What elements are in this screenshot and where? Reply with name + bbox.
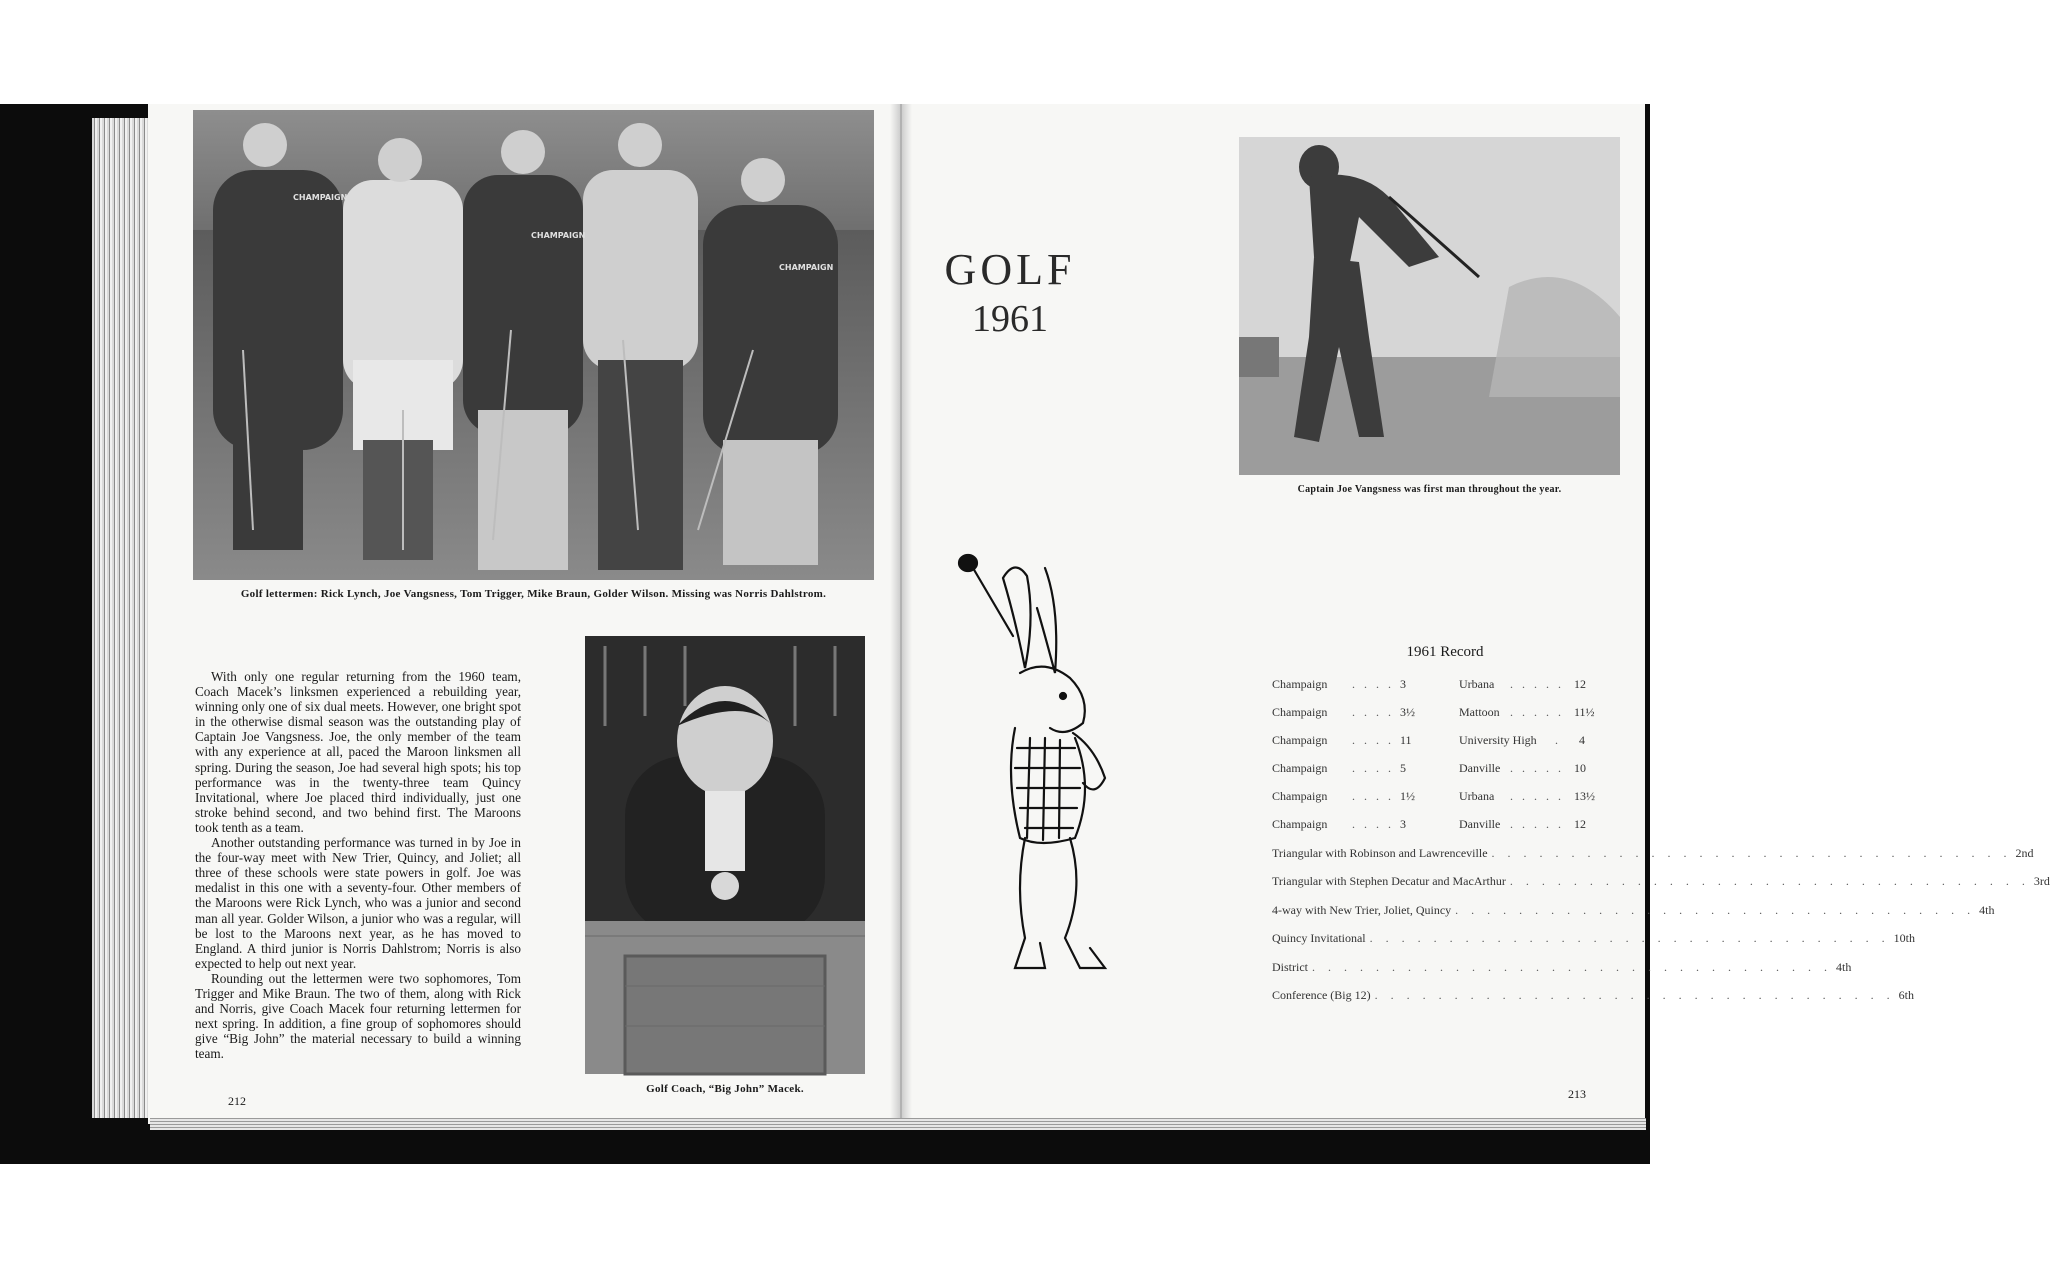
tournament-event: 4-way with New Trier, Joliet, Quincy	[1272, 903, 1452, 917]
record-score: 11	[1400, 733, 1412, 747]
right-page-number: 213	[1568, 1087, 1586, 1101]
record-opponent: Urbana	[1459, 677, 1495, 691]
tournament-event: District	[1272, 960, 1308, 974]
tournament-row: Triangular with Stephen Decatur and MacArthur . . . . . . . . . . . . . . . . . . . . . . . . . . . . . . . . . 3rd	[1272, 874, 2050, 888]
record-score: 3½	[1400, 705, 1415, 719]
article-body	[195, 669, 521, 1061]
tournament-row: Triangular with Robinson and Lawrenceville . . . . . . . . . . . . . . . . . . . . . . . . . . . . . . . . . 2nd	[1272, 846, 2034, 860]
record-team: Champaign	[1272, 705, 1328, 719]
record-team: Champaign	[1272, 733, 1328, 747]
record-score: 3	[1400, 817, 1406, 831]
record-row: Champaign . . . . 1½ Urbana . . . . . 13½	[1272, 789, 1595, 803]
record-opponent-score: 12	[1574, 817, 1586, 831]
tournament-row: 4-way with New Trier, Joliet, Quincy . . . . . . . . . . . . . . . . . . . . . . . . . . . . . . . . . 4th	[1272, 903, 1995, 917]
tournament-place: 6th	[1898, 988, 1914, 1002]
swing-photo	[1239, 137, 1620, 475]
record-opponent: Danville	[1459, 761, 1501, 775]
tournament-event: Triangular with Stephen Decatur and MacArthur	[1272, 874, 1506, 888]
tournament-place: 3rd	[2033, 874, 2050, 888]
tournament-event: Quincy Invitational	[1272, 931, 1366, 945]
title-year: 1961	[972, 298, 1048, 340]
jacket-text-2: CHAMPAIGN	[531, 231, 586, 240]
record-row: Champaign . . . . 3 Urbana . . . . . 12	[1272, 677, 1586, 691]
tournament-event: Conference (Big 12)	[1272, 988, 1371, 1002]
jacket-text-3: CHAMPAIGN	[779, 263, 834, 272]
page-bottom-edges	[150, 1118, 1646, 1130]
record-opponent: Mattoon	[1459, 705, 1500, 719]
record-opponent-score: 11½	[1574, 705, 1595, 719]
record-team: Champaign	[1272, 789, 1328, 803]
page-title	[930, 244, 1090, 342]
article-paragraph: With only one regular returning from the 1960 team, Coach Macek’s linksmen experienced a rebuilding year, winning only one of six dual meets. However, one bright spot in the otherwise dismal season was the outstanding play of Captain Joe Vangsness. Joe, the only member of the team with any experience at all, paced the Maroon linksmen all spring. During the season, Joe had several high spots; his top performance was in the twenty-three team Quincy Invitational, where Joe placed third individually, just one stroke behind second, and two behind first. The Maroons took tenth as a team.	[195, 669, 521, 835]
record-team: Champaign	[1272, 677, 1328, 691]
article-paragraph: Another outstanding performance was turned in by Joe in the four-way meet with New Trier, Quincy, and Joliet; all three of these schools were state powers in golf. Joe was medalist in this one with a seventy-four. Other members of the Maroons were Rick Lynch, who was a junior and second man all year. Golder Wilson, a junior who was a regular, will be lost to the Maroons next year, as he has moved to England. A third junior is Norris Dahlstrom; Norris is also expected to help out next year.	[195, 835, 521, 971]
tournament-place: 10th	[1893, 931, 1915, 945]
record-row: Champaign . . . . 11 University High . 4	[1272, 733, 1585, 747]
record-row: Champaign . . . . 3½ Mattoon . . . . . 11½	[1272, 705, 1595, 719]
record-row: Champaign . . . . 3 Danville . . . . . 12	[1272, 817, 1586, 831]
record-opponent-score: 13½	[1574, 789, 1595, 803]
tournament-place: 2nd	[2015, 846, 2034, 860]
record-score: 1½	[1400, 789, 1415, 803]
record-opponent: University High	[1459, 733, 1537, 747]
article-paragraph: Rounding out the lettermen were two sophomores, Tom Trigger and Mike Braun. The two of them, along with Rick and Norris, give Coach Macek four returning lettermen for next spring. In addition, a fine group of sophomores should give “Big John” the material necessary to build a winning team.	[195, 970, 521, 1062]
record-opponent-score: 4	[1579, 733, 1585, 747]
page-edges	[92, 118, 152, 1118]
left-page-number: 212	[228, 1094, 246, 1108]
record-title: 1961 Record	[1406, 644, 1484, 660]
tournament-place: 4th	[1979, 903, 1995, 917]
record-opponent-score: 12	[1574, 677, 1586, 691]
tournament-row: Conference (Big 12) . . . . . . . . . . . . . . . . . . . . . . . . . . . . . . . . . 6th	[1272, 988, 1914, 1002]
team-photo-caption: Golf lettermen: Rick Lynch, Joe Vangsness, Tom Trigger, Mike Braun, Golder Wilson. Missing was Norris Dahlstrom.	[240, 588, 827, 600]
coach-photo-caption: Golf Coach, “Big John” Macek.	[646, 1083, 804, 1095]
record-score: 5	[1400, 761, 1406, 775]
tournament-event: Triangular with Robinson and Lawrenceville	[1272, 846, 1488, 860]
title-sport: GOLF	[944, 245, 1076, 294]
tournament-row: Quincy Invitational . . . . . . . . . . . . . . . . . . . . . . . . . . . . . . . . . 10th	[1272, 931, 1915, 945]
record-opponent: Danville	[1459, 817, 1501, 831]
record-team: Champaign	[1272, 817, 1328, 831]
record-opponent: Urbana	[1459, 789, 1495, 803]
book-gutter	[890, 104, 912, 1124]
tournament-row: District . . . . . . . . . . . . . . . . . . . . . . . . . . . . . . . . . 4th	[1272, 960, 1852, 974]
jacket-text-1: CHAMPAIGN	[293, 193, 348, 202]
record-score: 3	[1400, 677, 1406, 691]
rabbit-golfer-illustration	[955, 548, 1110, 988]
record-opponent-score: 10	[1574, 761, 1586, 775]
team-photo	[193, 110, 874, 580]
tournament-place: 4th	[1836, 960, 1852, 974]
record-team: Champaign	[1272, 761, 1328, 775]
swing-photo-caption: Captain Joe Vangsness was first man throughout the year.	[1297, 484, 1562, 495]
coach-photo	[585, 636, 865, 1074]
record-row: Champaign . . . . 5 Danville . . . . . 10	[1272, 761, 1586, 775]
